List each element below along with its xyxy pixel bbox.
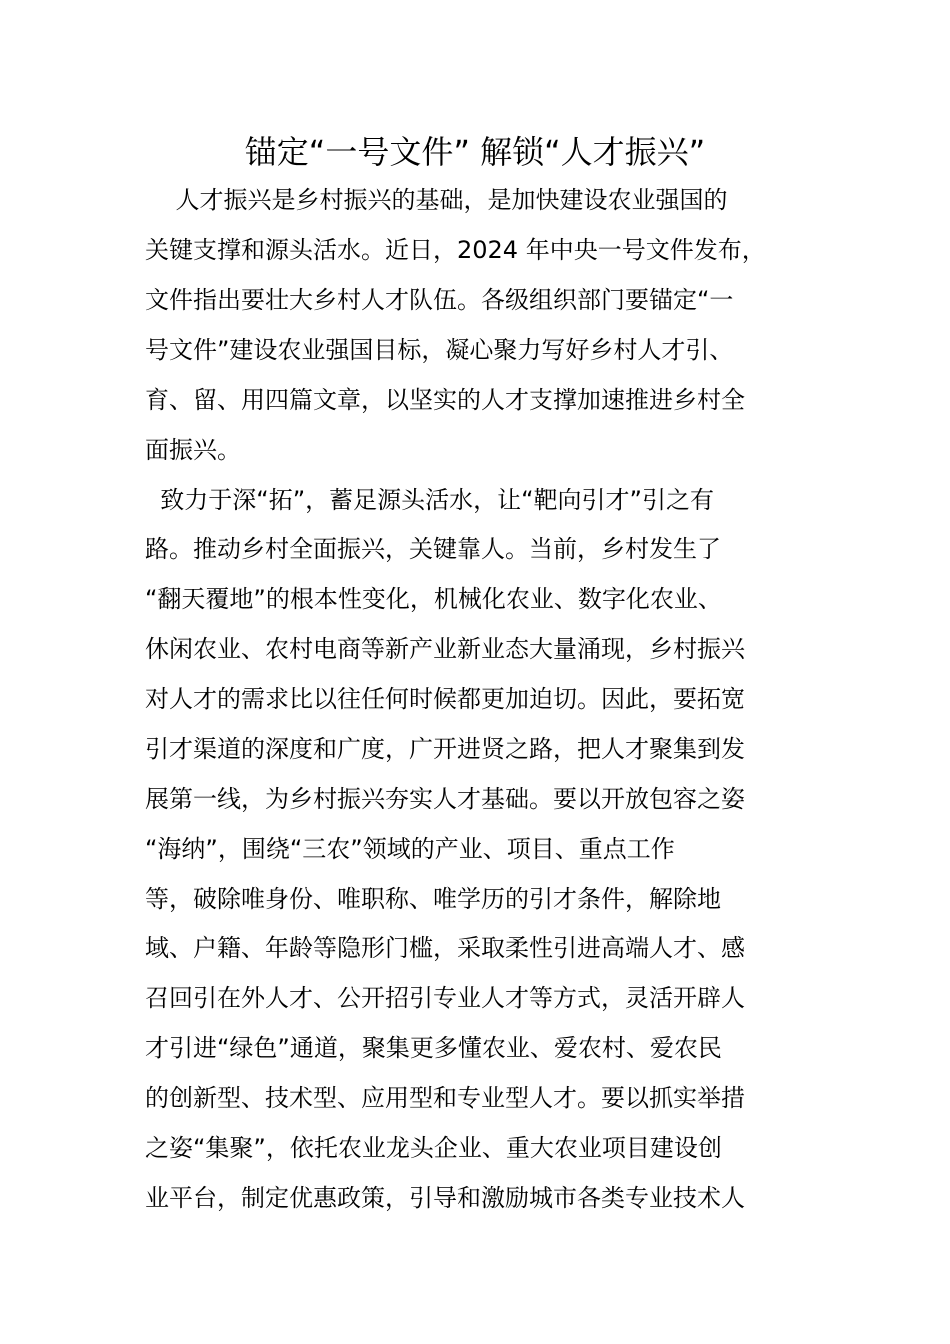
text-line: 业平台，制定优惠政策，引导和激励城市各类专业技术人 [145, 1184, 745, 1212]
text-line: 等，破除唯身份、唯职称、唯学历的引才条件，解除地 [145, 885, 721, 913]
text-line: 号文件”建设农业强国目标，凝心聚力写好乡村人才引、 [145, 336, 734, 364]
text-line: 之姿“集聚”，依托农业龙头企业、重大农业项目建设创 [145, 1134, 722, 1162]
text-line: 路。推动乡村全面振兴，关键靠人。当前，乡村发生了 [145, 535, 721, 563]
text-line: 文件指出要壮大乡村人才队伍。各级组织部门要锚定“一 [145, 286, 734, 314]
text-line: 召回引在外人才、公开招引专业人才等方式，灵活开辟人 [145, 984, 745, 1012]
text-line: 人才振兴是乡村振兴的基础，是加快建设农业强国的 [145, 186, 728, 214]
text-line: 对人才的需求比以往任何时候都更加迫切。因此，要拓宽 [145, 685, 745, 713]
text-line: 面振兴。 [145, 436, 241, 464]
text-line: 育、留、用四篇文章，以坚实的人才支撑加速推进乡村全 [145, 386, 745, 414]
text-line: 致力于深“拓”，蓄足源头活水，让“靶向引才”引之有 [145, 486, 714, 514]
text-line: 域、户籍、年龄等隐形门槛，采取柔性引进高端人才、感 [145, 934, 745, 962]
text-line: 的创新型、技术型、应用型和专业型人才。要以抓实举措 [145, 1084, 745, 1112]
text-line: “翻天覆地”的根本性变化，机械化农业、数字化农业、 [145, 585, 722, 613]
text-line: 才引进“绿色”通道，聚集更多懂农业、爱农村、爱农民 [145, 1034, 722, 1062]
text-line: 引才渠道的深度和广度，广开进贤之路，把人才聚集到发 [145, 735, 745, 763]
text-line: 休闲农业、农村电商等新产业新业态大量涌现，乡村振兴 [145, 635, 745, 663]
text-line: 展第一线，为乡村振兴夯实人才基础。要以开放包容之姿 [145, 785, 745, 813]
text-line: 关键支撑和源头活水。近日，2024 年中央一号文件发布， [145, 236, 766, 264]
text-line: “海纳”，围绕“三农”领域的产业、项目、重点工作 [145, 835, 675, 863]
document-title: 锚定“一号文件” 解锁“人才振兴” [244, 133, 706, 171]
